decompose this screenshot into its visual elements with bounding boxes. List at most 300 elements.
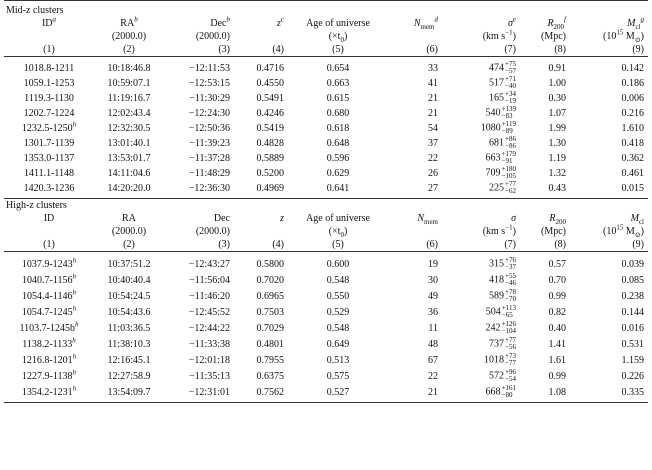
cluster-r200: 0.99: [548, 291, 566, 302]
cluster-id: 1354.2-1231: [21, 387, 73, 398]
cluster-age: 0.529: [326, 307, 350, 318]
cluster-sigma: 225: [489, 182, 505, 194]
mid-col-unit: (×t: [328, 31, 341, 42]
cluster-age: 0.575: [326, 371, 350, 382]
high-section-title-row: [4, 199, 648, 213]
cluster-dec: −12:44:22: [188, 323, 230, 334]
cluster-id: 1040.7-1156: [22, 275, 73, 286]
cluster-r200: 1.08: [548, 387, 566, 398]
cluster-nmem: 19: [428, 259, 438, 270]
mid-header-row: [4, 17, 648, 30]
cluster-sigma: 663: [485, 152, 501, 164]
high-col-header-sub: mem: [424, 218, 438, 226]
sigma-upper: +77: [505, 180, 516, 188]
cluster-id: 1353.0-1137: [23, 153, 75, 164]
high-col-number: (5): [332, 239, 344, 250]
table-row: [4, 105, 648, 120]
cluster-age: 0.513: [326, 355, 350, 366]
cluster-age: 0.648: [326, 138, 350, 149]
sigma-upper: +55: [505, 272, 516, 280]
sigma-lower: −86: [505, 142, 516, 150]
sigma-upper: +71: [505, 75, 516, 83]
cluster-redshift: 0.4801: [256, 339, 284, 350]
cluster-dec: −11:56:04: [189, 275, 230, 286]
cluster-dec: −12:43:27: [188, 259, 230, 270]
sigma-errors: [505, 91, 516, 105]
cluster-r200: 0.70: [548, 275, 566, 286]
cluster-mass: 0.238: [621, 291, 644, 302]
sigma-lower: −62: [505, 187, 516, 195]
high-col-number: (8): [554, 239, 566, 250]
high-col-unit: (2000.0): [195, 226, 230, 237]
mid-col-header-note: b: [134, 15, 138, 24]
cluster-dec: −11:39:23: [189, 138, 230, 149]
cluster-r200: 1.41: [548, 339, 566, 350]
cluster-sigma: 418: [489, 274, 505, 286]
cluster-nmem: 21: [428, 108, 438, 119]
cluster-mass: 0.144: [621, 307, 644, 318]
sigma-upper: +119: [501, 120, 516, 128]
cluster-ra: 10:40:40.4: [107, 275, 151, 286]
mid-section-title-row: [4, 4, 648, 17]
high-col-unit-close: ): [343, 226, 348, 237]
sigma-errors: [505, 369, 516, 383]
cluster-id: 1059.1-1253: [23, 78, 75, 89]
high-col-unit: (Mpc): [541, 226, 566, 237]
cluster-id: 1227.9-1138: [22, 371, 73, 382]
sigma-upper: +86: [505, 135, 516, 143]
mid-col-header: M: [627, 18, 636, 29]
cluster-sigma: 504: [485, 306, 501, 318]
cluster-sigma: 589: [489, 290, 505, 302]
mid-col-header-sub: mem: [420, 23, 435, 31]
table-row: [4, 180, 648, 195]
sigma-errors: [505, 257, 516, 271]
high-col-unit-sun: ⊙: [634, 231, 641, 239]
sigma-lower: −65: [501, 311, 513, 319]
high-col-header: z: [280, 213, 284, 224]
mid-col-number: (4): [272, 44, 284, 55]
cluster-age: 0.649: [326, 339, 350, 350]
cluster-id: 1018.8-1211: [23, 63, 75, 74]
mid-col-header: ID: [41, 18, 53, 29]
cluster-age: 0.550: [326, 291, 350, 302]
cluster-ra: 10:54:43.6: [107, 307, 151, 318]
cluster-sigma: 572: [489, 370, 505, 382]
mid-col-number: (9): [632, 44, 644, 55]
cluster-ra: 13:54:09.7: [107, 387, 151, 398]
mid-col-number: (8): [554, 44, 566, 55]
cluster-sigma: 681: [489, 137, 505, 149]
cluster-id-note: h: [74, 320, 79, 329]
table-row: [4, 271, 648, 287]
sigma-errors: [505, 353, 516, 367]
high-col-unit-sup: 15: [616, 223, 624, 232]
sigma-upper: +180: [501, 165, 516, 173]
cluster-sigma: 315: [489, 258, 505, 270]
mid-col-unit-m: M: [623, 31, 635, 42]
cluster-nmem: 67: [428, 355, 438, 366]
cluster-id-note: h: [72, 352, 77, 361]
cluster-id-note: h: [72, 368, 76, 377]
mid-col-number: (3): [218, 44, 230, 55]
cluster-sigma: 1080: [480, 122, 501, 134]
sigma-errors: [502, 385, 516, 399]
cluster-sigma: 668: [485, 386, 501, 398]
cluster-ra: 11:38:10.3: [107, 339, 151, 350]
mid-col-unit-close: ): [343, 31, 348, 42]
table-row: [4, 165, 648, 180]
cluster-r200: 1.30: [548, 138, 566, 149]
sigma-lower: −91: [501, 157, 513, 165]
cluster-redshift: 0.7562: [256, 387, 284, 398]
sigma-lower: −80: [501, 391, 513, 399]
cluster-id-note: h: [72, 336, 76, 345]
cluster-id-note: h: [72, 304, 77, 313]
mid-col-number: (5): [332, 44, 344, 55]
cluster-dec: −12:50:36: [188, 123, 230, 134]
mid-col-number: (7): [504, 44, 516, 55]
table-row: [4, 367, 648, 383]
mid-units-row: [4, 30, 648, 43]
mid-col-header-note: a: [52, 15, 57, 24]
cluster-mass: 0.362: [621, 153, 644, 164]
table-row: [4, 150, 648, 165]
table-row: [4, 60, 648, 75]
cluster-mass: 0.015: [621, 183, 644, 194]
cluster-redshift: 0.4550: [256, 78, 284, 89]
table-row: [4, 120, 648, 135]
cluster-mass: 0.335: [621, 387, 644, 398]
mid-col-header-note: f: [564, 15, 566, 24]
mid-col-header: R: [547, 18, 554, 29]
cluster-mass: 1.159: [621, 355, 644, 366]
high-col-header: σ: [511, 213, 516, 224]
cluster-age: 0.548: [326, 275, 350, 286]
high-col-header: Dec: [213, 213, 230, 224]
cluster-dec: −12:45:52: [188, 307, 230, 318]
cluster-redshift: 0.4246: [256, 108, 284, 119]
cluster-r200: 1.61: [548, 355, 566, 366]
mid-col-unit-sup: −1: [505, 28, 513, 37]
table-row: [4, 135, 648, 150]
cluster-ra: 12:32:30.5: [107, 123, 151, 134]
cluster-ra: 13:01:40.1: [107, 138, 151, 149]
mid-col-unit-sub: 0: [340, 36, 344, 44]
sigma-upper: +139: [501, 105, 516, 113]
cluster-id: 1232.5-1250: [21, 123, 73, 134]
high-section-title: High-z clusters: [6, 200, 67, 211]
cluster-ra: 10:54:24.5: [107, 291, 151, 302]
cluster-id: 1054.4-1146: [22, 291, 73, 302]
high-col-number: (6): [426, 239, 438, 250]
cluster-id: 1202.7-1224: [23, 108, 75, 119]
high-col-unit: (km s: [482, 226, 506, 237]
cluster-mass: 0.461: [621, 168, 644, 179]
sigma-upper: +179: [501, 150, 516, 158]
high-col-unit-m: M: [623, 226, 635, 237]
cluster-age: 0.618: [326, 123, 350, 134]
sigma-lower: −83: [501, 112, 513, 120]
sigma-errors: [505, 136, 516, 150]
sigma-lower: −77: [505, 359, 516, 367]
cluster-r200: 1.19: [548, 153, 566, 164]
high-col-header: R: [549, 213, 556, 224]
cluster-redshift: 0.7955: [256, 355, 284, 366]
cluster-mass: 0.531: [621, 339, 644, 350]
cluster-properties-table: [4, 0, 648, 403]
cluster-redshift: 0.4716: [256, 63, 284, 74]
cluster-r200: 1.00: [548, 78, 566, 89]
cluster-nmem: 22: [428, 371, 438, 382]
sigma-errors: [502, 121, 516, 135]
mid-col-header-note: c: [280, 15, 284, 24]
cluster-age: 0.663: [326, 78, 350, 89]
cluster-nmem: 27: [428, 183, 438, 194]
mid-colnum-row: [4, 43, 648, 57]
cluster-nmem: 22: [428, 153, 438, 164]
mid-col-unit-sup: 15: [616, 28, 624, 37]
sigma-upper: +76: [505, 256, 516, 264]
high-col-header: M: [630, 213, 639, 224]
cluster-r200: 0.99: [548, 371, 566, 382]
cluster-nmem: 49: [428, 291, 438, 302]
high-col-header: N: [417, 213, 424, 224]
cluster-id: 1054.7-1245: [21, 307, 73, 318]
cluster-id-note: h: [72, 256, 77, 265]
cluster-redshift: 0.5491: [256, 93, 284, 104]
cluster-sigma: 242: [485, 322, 501, 334]
cluster-ra: 12:02:43.4: [107, 108, 151, 119]
cluster-age: 0.629: [326, 168, 350, 179]
sigma-errors: [502, 106, 516, 120]
cluster-r200: 1.07: [548, 108, 566, 119]
cluster-mass: 0.016: [621, 323, 644, 334]
cluster-redshift: 0.6375: [256, 371, 284, 382]
sigma-errors: [505, 337, 516, 351]
cluster-sigma: 165: [489, 92, 505, 104]
cluster-id-note: h: [72, 384, 77, 393]
cluster-age: 0.641: [326, 183, 350, 194]
cluster-redshift: 0.7029: [256, 323, 284, 334]
cluster-dec: −11:30:29: [189, 93, 230, 104]
cluster-id: 1037.9-1243: [21, 259, 73, 270]
table-row: [4, 75, 648, 90]
mid-col-header-note: b: [226, 15, 230, 24]
sigma-upper: +126: [501, 320, 516, 328]
cluster-dec: −11:37:28: [189, 153, 230, 164]
table-row: [4, 303, 648, 319]
table-row: [4, 287, 648, 303]
cluster-age: 0.615: [326, 93, 350, 104]
high-col-unit: (×t: [328, 226, 341, 237]
cluster-redshift: 0.7503: [256, 307, 284, 318]
cluster-mass: 0.142: [621, 63, 644, 74]
table-row: [4, 255, 648, 271]
mid-col-header-note: e: [512, 15, 516, 24]
mid-col-unit-close: ): [640, 31, 644, 42]
cluster-sigma: 737: [489, 338, 505, 350]
cluster-redshift: 0.5419: [256, 123, 284, 134]
cluster-dec: −12:31:01: [188, 387, 230, 398]
mid-col-header-sub: cl: [635, 23, 641, 31]
sigma-errors: [505, 273, 516, 287]
high-colnum-row: [4, 238, 648, 252]
sigma-errors: [502, 151, 516, 165]
high-col-number: (9): [632, 239, 644, 250]
table-row: [4, 351, 648, 367]
cluster-nmem: 30: [428, 275, 438, 286]
table-row: [4, 383, 648, 399]
cluster-redshift: 0.5200: [256, 168, 284, 179]
cluster-dec: −11:46:20: [189, 291, 230, 302]
cluster-dec: −11:35:13: [189, 371, 230, 382]
mid-col-unit: (Mpc): [541, 31, 566, 42]
cluster-id: 1216.8-1201: [21, 355, 73, 366]
high-col-number: (1): [43, 239, 55, 250]
cluster-nmem: 48: [428, 339, 438, 350]
mid-col-header-note: d: [434, 15, 438, 24]
sigma-upper: +34: [505, 90, 516, 98]
high-col-number: (2): [123, 239, 135, 250]
cluster-sigma: 1018: [484, 354, 505, 366]
cluster-age: 0.548: [326, 323, 350, 334]
cluster-age: 0.527: [326, 387, 350, 398]
cluster-redshift: 0.5889: [256, 153, 284, 164]
sigma-upper: +96: [505, 368, 516, 376]
cluster-id: 1119.3-1130: [24, 93, 74, 104]
high-col-header: ID: [43, 213, 55, 224]
mid-section-title: Mid-z clusters: [6, 5, 64, 16]
high-col-header-sub: cl: [638, 218, 644, 226]
table-row: [4, 90, 648, 105]
mid-col-unit: (10: [603, 31, 617, 42]
sigma-lower: −57: [505, 67, 516, 75]
high-header-row: [4, 212, 648, 225]
cluster-r200: 0.30: [548, 93, 566, 104]
cluster-age: 0.654: [326, 63, 350, 74]
high-col-header-sub: 200: [555, 218, 566, 226]
sigma-upper: +78: [505, 288, 516, 296]
sigma-errors: [502, 305, 516, 319]
mid-col-header: N: [413, 18, 421, 29]
cluster-mass: 0.216: [621, 108, 644, 119]
mid-col-header: Dec: [210, 18, 227, 29]
sigma-lower: −70: [505, 295, 516, 303]
cluster-dec: −11:33:38: [189, 339, 230, 350]
sigma-lower: −19: [505, 97, 516, 105]
cluster-mass: 0.006: [621, 93, 644, 104]
cluster-ra: 10:18:46.8: [107, 63, 151, 74]
cluster-ra: 11:03:36.5: [107, 323, 151, 334]
cluster-redshift: 0.4828: [256, 138, 284, 149]
mid-col-number: (2): [123, 44, 135, 55]
mid-col-header: RA: [120, 18, 135, 29]
cluster-id: 1301.7-1139: [23, 138, 75, 149]
cluster-dec: −12:01:18: [188, 355, 230, 366]
cluster-id: 1420.3-1236: [23, 183, 75, 194]
mid-col-header: σ: [507, 18, 513, 29]
cluster-id-note: h: [72, 288, 76, 297]
mid-col-unit: (km s: [482, 31, 506, 42]
cluster-sigma: 517: [489, 77, 505, 89]
cluster-mass: 0.085: [621, 275, 644, 286]
cluster-nmem: 41: [428, 78, 438, 89]
cluster-ra: 12:27:58.9: [107, 371, 151, 382]
sigma-lower: −37: [505, 263, 516, 271]
cluster-r200: 0.43: [548, 183, 566, 194]
cluster-id: 1411.1-1148: [23, 168, 75, 179]
cluster-r200: 0.82: [548, 307, 566, 318]
cluster-r200: 0.57: [548, 259, 566, 270]
high-col-unit: (10: [603, 226, 617, 237]
sigma-lower: −56: [505, 343, 516, 351]
cluster-nmem: 36: [428, 307, 438, 318]
table-row: [4, 319, 648, 335]
cluster-age: 0.596: [326, 153, 350, 164]
high-col-number: (4): [272, 239, 284, 250]
cluster-sigma: 709: [485, 167, 501, 179]
cluster-dec: −12:11:53: [189, 63, 230, 74]
sigma-errors: [505, 76, 516, 90]
high-col-unit-sub: 0: [340, 231, 344, 239]
sigma-errors: [502, 166, 516, 180]
cluster-mass: 0.226: [621, 371, 644, 382]
sigma-upper: +73: [505, 352, 516, 360]
mid-col-header: z: [276, 18, 281, 29]
cluster-nmem: 26: [428, 168, 438, 179]
cluster-nmem: 11: [428, 323, 438, 334]
sigma-lower: −105: [501, 172, 516, 180]
cluster-sigma: 474: [489, 62, 505, 74]
cluster-id-note: h: [72, 120, 77, 129]
cluster-nmem: 21: [428, 387, 438, 398]
cluster-ra: 11:19:16.7: [107, 93, 151, 104]
cluster-mass: 0.039: [621, 259, 644, 270]
mid-col-unit: (2000.0): [195, 31, 230, 42]
cluster-mass: 0.418: [621, 138, 644, 149]
mid-col-unit-close: ): [512, 31, 516, 42]
sigma-lower: −89: [501, 127, 513, 135]
mid-col-header-note: g: [640, 15, 644, 24]
sigma-errors: [505, 61, 516, 75]
cluster-id: 1138.2-1133: [22, 339, 73, 350]
cluster-age: 0.600: [326, 259, 350, 270]
cluster-r200: 0.40: [548, 323, 566, 334]
high-col-unit-close: ): [640, 226, 644, 237]
cluster-r200: 1.32: [548, 168, 566, 179]
cluster-ra: 10:37:51.2: [107, 259, 151, 270]
sigma-lower: −54: [505, 375, 516, 383]
sigma-upper: +161: [501, 384, 516, 392]
high-col-number: (7): [504, 239, 516, 250]
cluster-nmem: 54: [428, 123, 438, 134]
high-col-header: Age of universe: [306, 213, 370, 224]
cluster-redshift: 0.4969: [256, 183, 284, 194]
cluster-dec: −11:48:29: [189, 168, 230, 179]
sigma-upper: +113: [501, 304, 516, 312]
cluster-ra: 14:11:04.6: [107, 168, 151, 179]
high-col-header: RA: [122, 213, 136, 224]
cluster-age: 0.680: [326, 108, 350, 119]
sigma-lower: −40: [505, 82, 516, 90]
cluster-ra: 13:53:01.7: [107, 153, 151, 164]
cluster-mass: 0.186: [621, 78, 644, 89]
cluster-r200: 1.99: [548, 123, 566, 134]
cluster-mass: 1.610: [621, 123, 644, 134]
sigma-lower: −104: [501, 327, 516, 335]
high-col-unit-close: ): [512, 226, 516, 237]
